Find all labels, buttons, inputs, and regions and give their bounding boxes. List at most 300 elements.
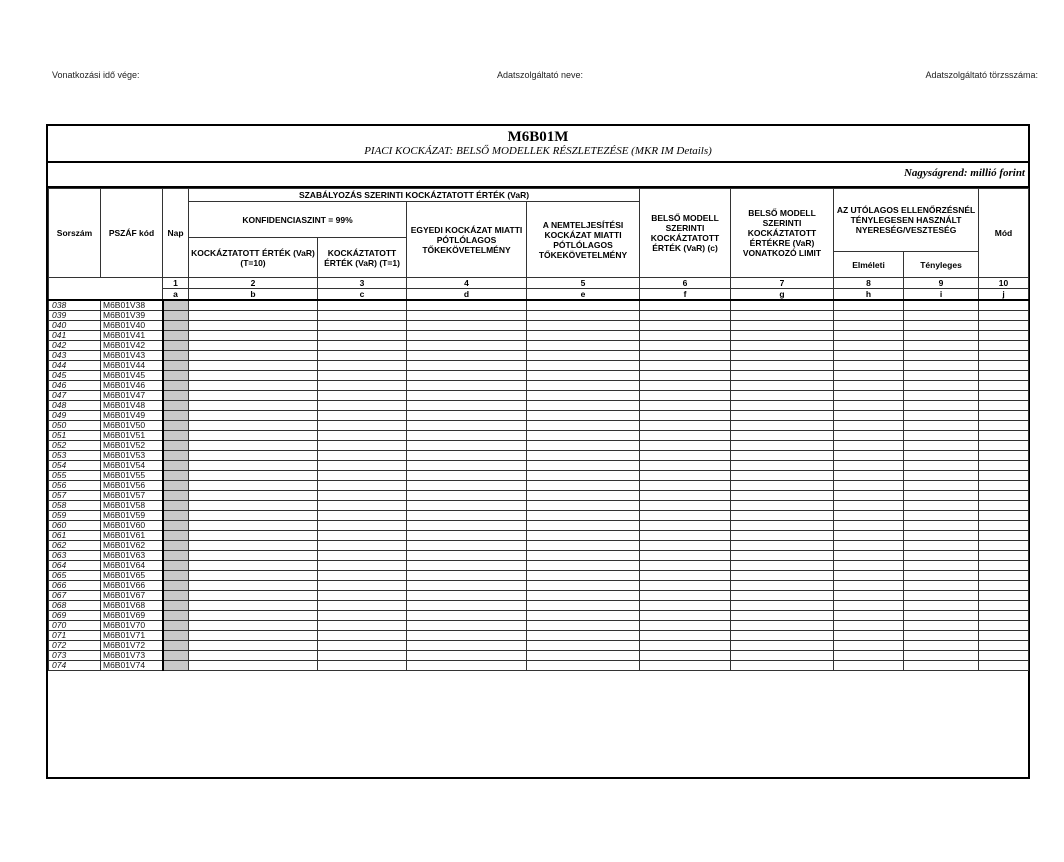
- data-cell[interactable]: [163, 561, 189, 571]
- data-cell[interactable]: [979, 481, 1029, 491]
- data-cell[interactable]: [527, 361, 640, 371]
- data-cell[interactable]: [640, 551, 731, 561]
- data-cell[interactable]: [527, 341, 640, 351]
- data-cell[interactable]: [979, 571, 1029, 581]
- data-cell[interactable]: [640, 381, 731, 391]
- data-cell[interactable]: [189, 481, 318, 491]
- data-cell[interactable]: [979, 441, 1029, 451]
- data-cell[interactable]: [407, 621, 527, 631]
- data-cell[interactable]: [904, 341, 979, 351]
- data-cell[interactable]: [834, 661, 904, 671]
- data-cell[interactable]: [163, 381, 189, 391]
- data-cell[interactable]: [318, 661, 407, 671]
- data-cell[interactable]: [979, 411, 1029, 421]
- data-cell[interactable]: [407, 491, 527, 501]
- data-cell[interactable]: [979, 561, 1029, 571]
- data-cell[interactable]: [527, 501, 640, 511]
- data-cell[interactable]: [527, 411, 640, 421]
- data-cell[interactable]: [834, 461, 904, 471]
- data-cell[interactable]: [189, 451, 318, 461]
- data-cell[interactable]: [731, 491, 834, 501]
- data-cell[interactable]: [163, 531, 189, 541]
- data-cell[interactable]: [189, 391, 318, 401]
- data-cell[interactable]: [163, 551, 189, 561]
- data-cell[interactable]: [640, 491, 731, 501]
- data-cell[interactable]: [979, 511, 1029, 521]
- data-cell[interactable]: [834, 361, 904, 371]
- data-cell[interactable]: [904, 601, 979, 611]
- data-cell[interactable]: [834, 611, 904, 621]
- data-cell[interactable]: [904, 441, 979, 451]
- data-cell[interactable]: [731, 361, 834, 371]
- data-cell[interactable]: [904, 641, 979, 651]
- data-cell[interactable]: [904, 571, 979, 581]
- data-cell[interactable]: [527, 300, 640, 311]
- data-cell[interactable]: [407, 601, 527, 611]
- data-cell[interactable]: [163, 541, 189, 551]
- data-cell[interactable]: [407, 461, 527, 471]
- data-cell[interactable]: [527, 381, 640, 391]
- data-cell[interactable]: [407, 531, 527, 541]
- data-cell[interactable]: [904, 561, 979, 571]
- data-cell[interactable]: [731, 531, 834, 541]
- data-cell[interactable]: [640, 511, 731, 521]
- data-cell[interactable]: [163, 411, 189, 421]
- data-cell[interactable]: [731, 501, 834, 511]
- data-cell[interactable]: [731, 561, 834, 571]
- data-cell[interactable]: [407, 300, 527, 311]
- data-cell[interactable]: [640, 581, 731, 591]
- data-cell[interactable]: [527, 531, 640, 541]
- data-cell[interactable]: [163, 311, 189, 321]
- data-cell[interactable]: [834, 551, 904, 561]
- data-cell[interactable]: [640, 461, 731, 471]
- data-cell[interactable]: [163, 321, 189, 331]
- data-cell[interactable]: [979, 591, 1029, 601]
- data-cell[interactable]: [527, 611, 640, 621]
- data-cell[interactable]: [904, 321, 979, 331]
- data-cell[interactable]: [189, 381, 318, 391]
- data-cell[interactable]: [834, 641, 904, 651]
- data-cell[interactable]: [640, 401, 731, 411]
- data-cell[interactable]: [834, 511, 904, 521]
- data-cell[interactable]: [318, 521, 407, 531]
- data-cell[interactable]: [527, 601, 640, 611]
- data-cell[interactable]: [640, 321, 731, 331]
- data-cell[interactable]: [834, 371, 904, 381]
- data-cell[interactable]: [979, 361, 1029, 371]
- data-cell[interactable]: [640, 351, 731, 361]
- data-cell[interactable]: [731, 571, 834, 581]
- data-cell[interactable]: [163, 351, 189, 361]
- data-cell[interactable]: [979, 401, 1029, 411]
- data-cell[interactable]: [407, 661, 527, 671]
- data-cell[interactable]: [979, 461, 1029, 471]
- data-cell[interactable]: [318, 341, 407, 351]
- data-cell[interactable]: [904, 371, 979, 381]
- data-cell[interactable]: [163, 300, 189, 311]
- data-cell[interactable]: [834, 561, 904, 571]
- data-cell[interactable]: [731, 451, 834, 461]
- data-cell[interactable]: [731, 391, 834, 401]
- data-cell[interactable]: [189, 411, 318, 421]
- data-cell[interactable]: [163, 521, 189, 531]
- data-cell[interactable]: [318, 381, 407, 391]
- data-cell[interactable]: [979, 471, 1029, 481]
- data-cell[interactable]: [979, 551, 1029, 561]
- data-cell[interactable]: [640, 571, 731, 581]
- data-cell[interactable]: [318, 311, 407, 321]
- data-cell[interactable]: [163, 361, 189, 371]
- data-cell[interactable]: [527, 351, 640, 361]
- data-cell[interactable]: [189, 521, 318, 531]
- data-cell[interactable]: [979, 521, 1029, 531]
- data-cell[interactable]: [979, 391, 1029, 401]
- data-cell[interactable]: [163, 431, 189, 441]
- data-cell[interactable]: [189, 621, 318, 631]
- data-cell[interactable]: [640, 541, 731, 551]
- data-cell[interactable]: [979, 341, 1029, 351]
- data-cell[interactable]: [834, 481, 904, 491]
- data-cell[interactable]: [407, 421, 527, 431]
- data-cell[interactable]: [163, 371, 189, 381]
- data-cell[interactable]: [904, 591, 979, 601]
- data-cell[interactable]: [189, 551, 318, 561]
- data-cell[interactable]: [834, 621, 904, 631]
- data-cell[interactable]: [407, 321, 527, 331]
- data-cell[interactable]: [640, 471, 731, 481]
- data-cell[interactable]: [318, 651, 407, 661]
- data-cell[interactable]: [318, 451, 407, 461]
- data-cell[interactable]: [834, 451, 904, 461]
- data-cell[interactable]: [834, 351, 904, 361]
- data-cell[interactable]: [163, 401, 189, 411]
- data-cell[interactable]: [834, 591, 904, 601]
- data-cell[interactable]: [640, 451, 731, 461]
- data-cell[interactable]: [527, 401, 640, 411]
- data-cell[interactable]: [163, 391, 189, 401]
- data-cell[interactable]: [407, 451, 527, 461]
- data-cell[interactable]: [731, 351, 834, 361]
- data-cell[interactable]: [407, 391, 527, 401]
- data-cell[interactable]: [979, 311, 1029, 321]
- data-cell[interactable]: [318, 511, 407, 521]
- data-cell[interactable]: [407, 511, 527, 521]
- data-cell[interactable]: [640, 521, 731, 531]
- data-cell[interactable]: [731, 461, 834, 471]
- data-cell[interactable]: [189, 300, 318, 311]
- data-cell[interactable]: [904, 581, 979, 591]
- data-cell[interactable]: [527, 481, 640, 491]
- data-cell[interactable]: [527, 581, 640, 591]
- data-cell[interactable]: [189, 661, 318, 671]
- data-cell[interactable]: [979, 641, 1029, 651]
- data-cell[interactable]: [731, 511, 834, 521]
- data-cell[interactable]: [318, 431, 407, 441]
- data-cell[interactable]: [407, 351, 527, 361]
- data-cell[interactable]: [163, 621, 189, 631]
- data-cell[interactable]: [834, 651, 904, 661]
- data-cell[interactable]: [407, 431, 527, 441]
- data-cell[interactable]: [189, 641, 318, 651]
- data-cell[interactable]: [979, 451, 1029, 461]
- data-cell[interactable]: [163, 451, 189, 461]
- data-cell[interactable]: [979, 371, 1029, 381]
- data-cell[interactable]: [731, 300, 834, 311]
- data-cell[interactable]: [189, 591, 318, 601]
- data-cell[interactable]: [640, 411, 731, 421]
- data-cell[interactable]: [904, 311, 979, 321]
- data-cell[interactable]: [318, 531, 407, 541]
- data-cell[interactable]: [527, 491, 640, 501]
- data-cell[interactable]: [834, 411, 904, 421]
- data-cell[interactable]: [640, 641, 731, 651]
- data-cell[interactable]: [407, 371, 527, 381]
- data-cell[interactable]: [834, 571, 904, 581]
- data-cell[interactable]: [189, 421, 318, 431]
- data-cell[interactable]: [731, 401, 834, 411]
- data-cell[interactable]: [407, 381, 527, 391]
- data-cell[interactable]: [834, 331, 904, 341]
- data-cell[interactable]: [163, 331, 189, 341]
- data-cell[interactable]: [163, 661, 189, 671]
- data-cell[interactable]: [834, 421, 904, 431]
- data-cell[interactable]: [640, 651, 731, 661]
- data-cell[interactable]: [904, 451, 979, 461]
- data-cell[interactable]: [163, 581, 189, 591]
- data-cell[interactable]: [527, 521, 640, 531]
- data-cell[interactable]: [731, 371, 834, 381]
- data-cell[interactable]: [318, 421, 407, 431]
- data-cell[interactable]: [189, 611, 318, 621]
- data-cell[interactable]: [163, 501, 189, 511]
- data-cell[interactable]: [407, 641, 527, 651]
- data-cell[interactable]: [904, 661, 979, 671]
- data-cell[interactable]: [189, 341, 318, 351]
- data-cell[interactable]: [407, 591, 527, 601]
- data-cell[interactable]: [979, 501, 1029, 511]
- data-cell[interactable]: [407, 411, 527, 421]
- data-cell[interactable]: [731, 421, 834, 431]
- data-cell[interactable]: [163, 601, 189, 611]
- data-cell[interactable]: [318, 551, 407, 561]
- data-cell[interactable]: [904, 401, 979, 411]
- data-cell[interactable]: [640, 601, 731, 611]
- data-cell[interactable]: [163, 591, 189, 601]
- data-cell[interactable]: [318, 491, 407, 501]
- data-cell[interactable]: [189, 471, 318, 481]
- data-cell[interactable]: [407, 341, 527, 351]
- data-cell[interactable]: [527, 311, 640, 321]
- data-cell[interactable]: [527, 451, 640, 461]
- data-cell[interactable]: [640, 591, 731, 601]
- data-cell[interactable]: [163, 441, 189, 451]
- data-cell[interactable]: [189, 581, 318, 591]
- data-cell[interactable]: [318, 471, 407, 481]
- data-cell[interactable]: [318, 591, 407, 601]
- data-cell[interactable]: [834, 341, 904, 351]
- data-cell[interactable]: [527, 551, 640, 561]
- data-cell[interactable]: [527, 421, 640, 431]
- data-cell[interactable]: [979, 611, 1029, 621]
- data-cell[interactable]: [189, 531, 318, 541]
- data-cell[interactable]: [163, 631, 189, 641]
- data-cell[interactable]: [189, 441, 318, 451]
- data-cell[interactable]: [527, 391, 640, 401]
- data-cell[interactable]: [979, 491, 1029, 501]
- data-cell[interactable]: [189, 511, 318, 521]
- data-cell[interactable]: [640, 621, 731, 631]
- data-cell[interactable]: [189, 541, 318, 551]
- data-cell[interactable]: [407, 571, 527, 581]
- data-cell[interactable]: [640, 361, 731, 371]
- data-cell[interactable]: [834, 431, 904, 441]
- data-cell[interactable]: [904, 300, 979, 311]
- data-cell[interactable]: [318, 461, 407, 471]
- data-cell[interactable]: [163, 571, 189, 581]
- data-cell[interactable]: [834, 471, 904, 481]
- data-cell[interactable]: [640, 631, 731, 641]
- data-cell[interactable]: [527, 651, 640, 661]
- data-cell[interactable]: [834, 491, 904, 501]
- data-cell[interactable]: [979, 621, 1029, 631]
- data-cell[interactable]: [163, 491, 189, 501]
- data-cell[interactable]: [731, 311, 834, 321]
- data-cell[interactable]: [189, 631, 318, 641]
- data-cell[interactable]: [731, 601, 834, 611]
- data-cell[interactable]: [904, 471, 979, 481]
- data-cell[interactable]: [407, 611, 527, 621]
- data-cell[interactable]: [640, 311, 731, 321]
- data-cell[interactable]: [834, 631, 904, 641]
- data-cell[interactable]: [904, 431, 979, 441]
- data-cell[interactable]: [979, 321, 1029, 331]
- data-cell[interactable]: [731, 431, 834, 441]
- data-cell[interactable]: [527, 461, 640, 471]
- data-cell[interactable]: [527, 541, 640, 551]
- data-cell[interactable]: [640, 611, 731, 621]
- data-cell[interactable]: [318, 641, 407, 651]
- data-cell[interactable]: [731, 651, 834, 661]
- data-cell[interactable]: [904, 611, 979, 621]
- data-cell[interactable]: [640, 501, 731, 511]
- data-cell[interactable]: [189, 601, 318, 611]
- data-cell[interactable]: [904, 531, 979, 541]
- data-cell[interactable]: [904, 631, 979, 641]
- data-cell[interactable]: [979, 331, 1029, 341]
- data-cell[interactable]: [163, 421, 189, 431]
- data-cell[interactable]: [731, 411, 834, 421]
- data-cell[interactable]: [163, 641, 189, 651]
- data-cell[interactable]: [731, 641, 834, 651]
- data-cell[interactable]: [189, 431, 318, 441]
- data-cell[interactable]: [163, 471, 189, 481]
- data-cell[interactable]: [527, 511, 640, 521]
- data-cell[interactable]: [904, 551, 979, 561]
- data-cell[interactable]: [904, 481, 979, 491]
- data-cell[interactable]: [834, 601, 904, 611]
- data-cell[interactable]: [163, 611, 189, 621]
- data-cell[interactable]: [318, 481, 407, 491]
- data-cell[interactable]: [318, 401, 407, 411]
- data-cell[interactable]: [163, 341, 189, 351]
- data-cell[interactable]: [527, 371, 640, 381]
- data-cell[interactable]: [979, 421, 1029, 431]
- data-cell[interactable]: [189, 561, 318, 571]
- data-cell[interactable]: [189, 651, 318, 661]
- data-cell[interactable]: [318, 601, 407, 611]
- data-cell[interactable]: [731, 381, 834, 391]
- data-cell[interactable]: [979, 300, 1029, 311]
- data-cell[interactable]: [527, 621, 640, 631]
- data-cell[interactable]: [318, 561, 407, 571]
- data-cell[interactable]: [904, 461, 979, 471]
- data-cell[interactable]: [904, 651, 979, 661]
- data-cell[interactable]: [407, 541, 527, 551]
- data-cell[interactable]: [163, 461, 189, 471]
- data-cell[interactable]: [189, 321, 318, 331]
- data-cell[interactable]: [904, 411, 979, 421]
- data-cell[interactable]: [731, 321, 834, 331]
- data-cell[interactable]: [407, 471, 527, 481]
- data-cell[interactable]: [407, 311, 527, 321]
- data-cell[interactable]: [640, 531, 731, 541]
- data-cell[interactable]: [527, 431, 640, 441]
- data-cell[interactable]: [527, 471, 640, 481]
- data-cell[interactable]: [318, 321, 407, 331]
- data-cell[interactable]: [189, 461, 318, 471]
- data-cell[interactable]: [731, 661, 834, 671]
- data-cell[interactable]: [834, 381, 904, 391]
- data-cell[interactable]: [527, 561, 640, 571]
- data-cell[interactable]: [731, 591, 834, 601]
- data-cell[interactable]: [834, 311, 904, 321]
- data-cell[interactable]: [318, 441, 407, 451]
- data-cell[interactable]: [979, 541, 1029, 551]
- data-cell[interactable]: [527, 641, 640, 651]
- data-cell[interactable]: [189, 571, 318, 581]
- data-cell[interactable]: [640, 391, 731, 401]
- data-cell[interactable]: [834, 391, 904, 401]
- data-cell[interactable]: [640, 431, 731, 441]
- data-cell[interactable]: [189, 371, 318, 381]
- data-cell[interactable]: [407, 441, 527, 451]
- data-cell[interactable]: [731, 631, 834, 641]
- data-cell[interactable]: [318, 351, 407, 361]
- data-cell[interactable]: [407, 521, 527, 531]
- data-cell[interactable]: [904, 501, 979, 511]
- data-cell[interactable]: [407, 481, 527, 491]
- data-cell[interactable]: [904, 361, 979, 371]
- data-cell[interactable]: [640, 331, 731, 341]
- data-cell[interactable]: [189, 361, 318, 371]
- data-cell[interactable]: [979, 431, 1029, 441]
- data-cell[interactable]: [318, 331, 407, 341]
- data-cell[interactable]: [407, 581, 527, 591]
- data-cell[interactable]: [407, 561, 527, 571]
- data-cell[interactable]: [318, 411, 407, 421]
- data-cell[interactable]: [527, 661, 640, 671]
- data-cell[interactable]: [834, 300, 904, 311]
- data-cell[interactable]: [979, 531, 1029, 541]
- data-cell[interactable]: [189, 491, 318, 501]
- data-cell[interactable]: [640, 441, 731, 451]
- data-cell[interactable]: [731, 341, 834, 351]
- data-cell[interactable]: [163, 481, 189, 491]
- data-cell[interactable]: [731, 581, 834, 591]
- data-cell[interactable]: [731, 441, 834, 451]
- data-cell[interactable]: [407, 331, 527, 341]
